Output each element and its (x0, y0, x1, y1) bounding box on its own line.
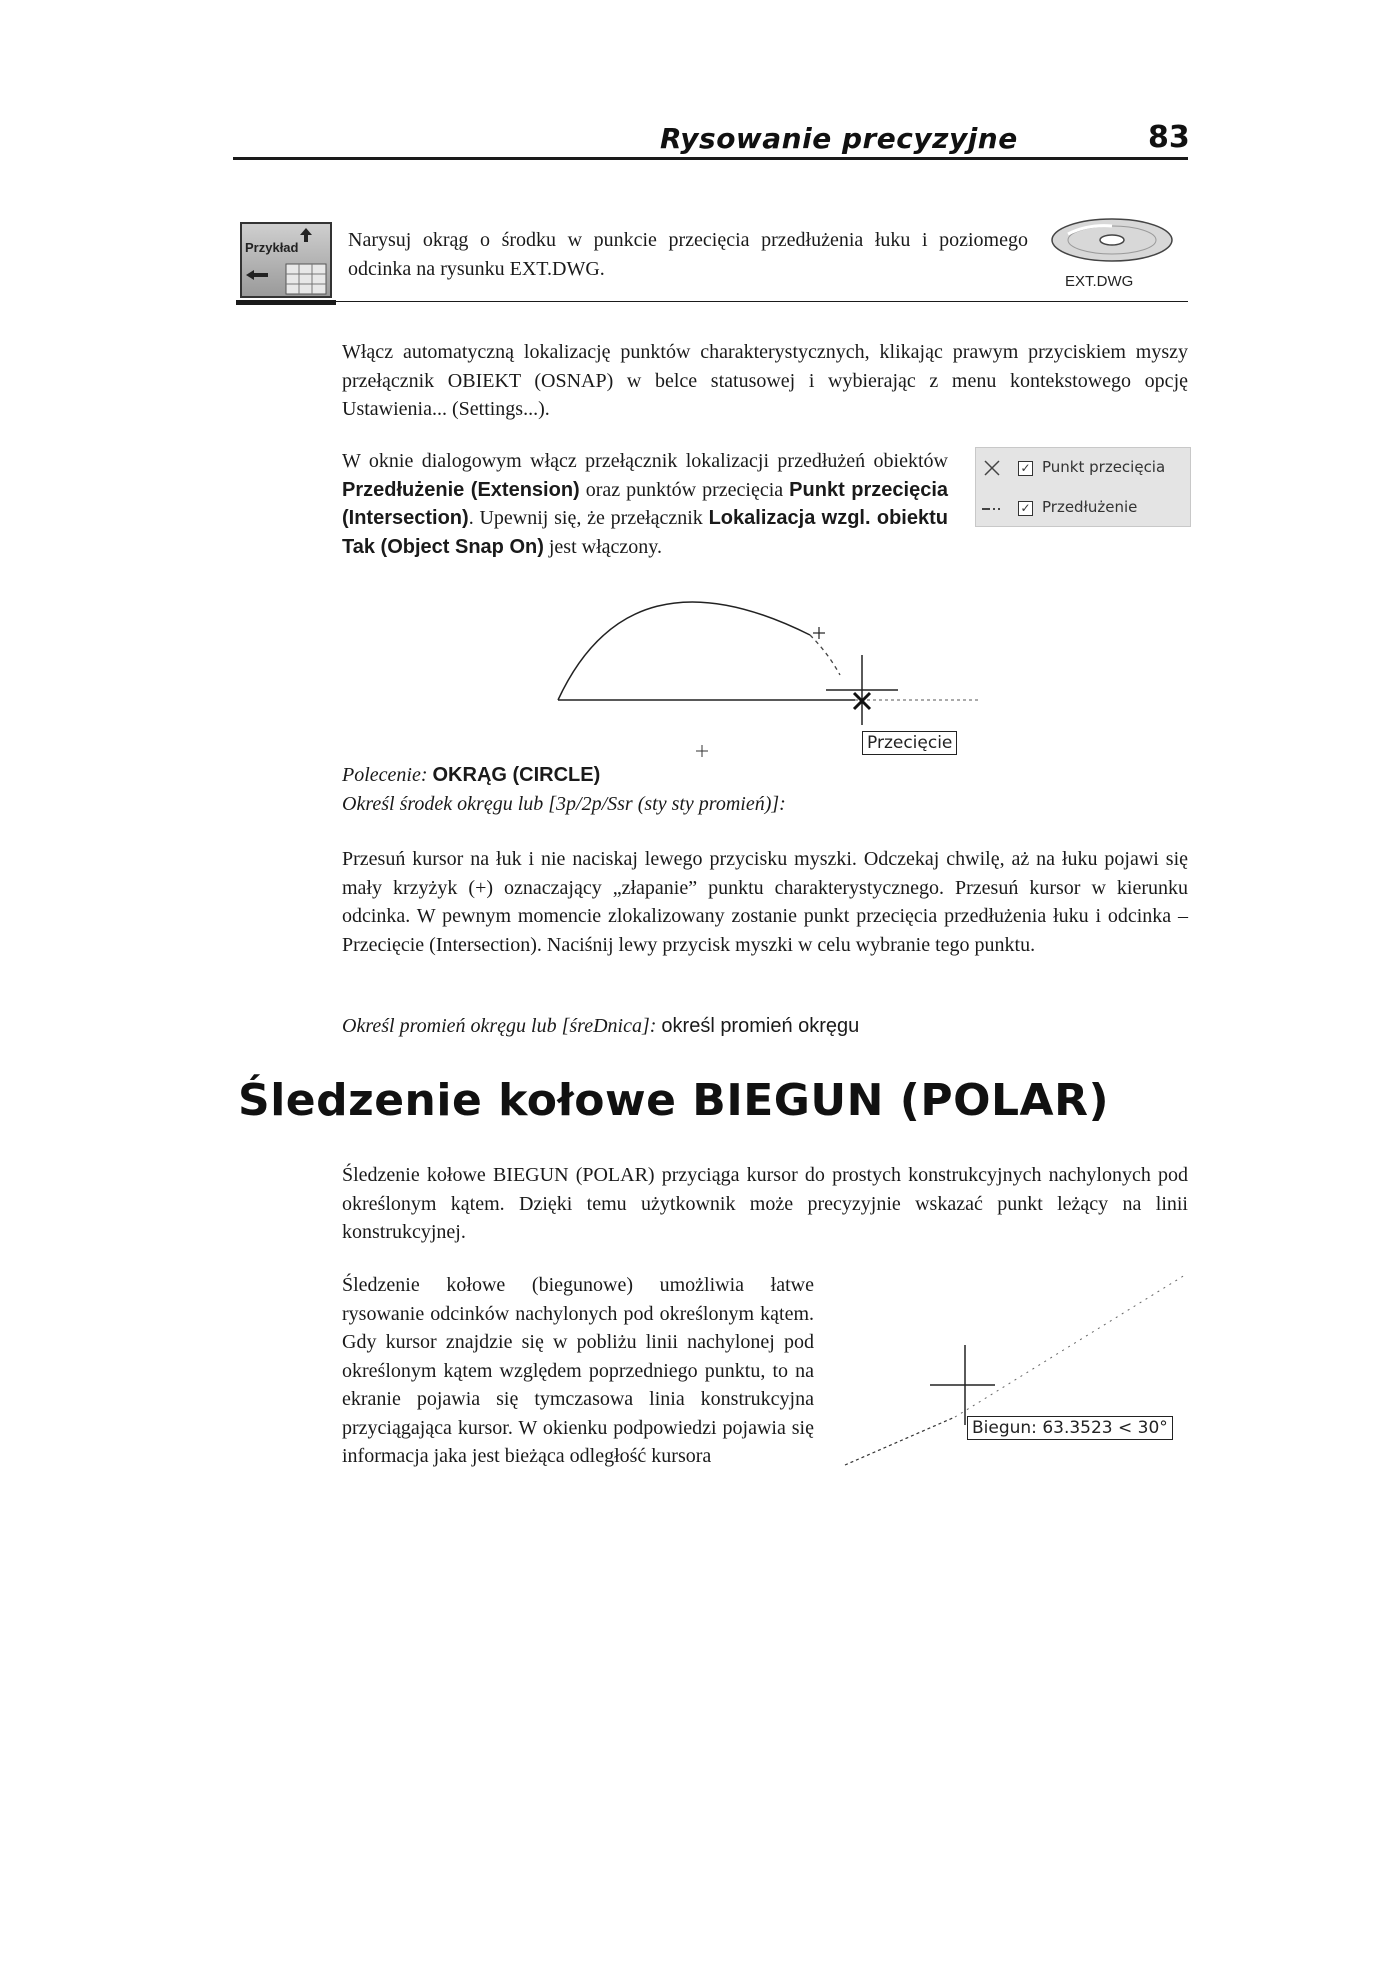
intersection-tooltip: Przecięcie (862, 731, 957, 755)
intersection-checkbox[interactable]: ✓ (1018, 461, 1033, 476)
cd-icon (1048, 216, 1176, 266)
radius-prompt: Określ promień okręgu lub [śreDnica]: (342, 1015, 657, 1037)
para2-intersection: Punkt przecięcia (Intersection) (342, 478, 949, 529)
page-number: 83 (1148, 120, 1190, 155)
polar-tooltip: Biegun: 63.3523 < 30° (967, 1416, 1173, 1440)
para2-text-3: . Upewnij się, że przełącznik (468, 507, 709, 529)
para2-text-1: W oknie dialogowym włącz przełącznik lokalizacji przedłużeń obiektów (342, 450, 948, 472)
running-header-title: Rysowanie precyzyjne (660, 122, 1018, 155)
polar-tracking-figure (835, 1265, 1195, 1485)
para2-text-2: oraz punktów przecięcia (579, 478, 790, 501)
command-label: Polecenie: (342, 764, 428, 786)
paragraph-osnap-settings: Włącz automatyczną lokalizację punktów charakterystycznych, klikając prawym przyciskiem myszy przełącznik OBIEKT (OSNAP) w belce statusowej i wybierając z menu kontekstowego opcję Ustawienia... (Settings...). (342, 341, 1188, 420)
section-title: Śledzenie kołowe BIEGUN (POLAR) (238, 1075, 1110, 1126)
example-icon-label: Przykład (245, 240, 299, 255)
example-text: Narysuj okrąg o środku w punkcie przecięcia przedłużenia łuku i poziomego odcinka na rysunku EXT.DWG. (348, 229, 1028, 280)
paragraph-polar-description: Śledzenie kołowe (biegunowe) umożliwia łatwe rysowanie odcinków nachylonych pod określonym kątem. Gdy kursor znajdzie się w pobliżu linii nachylonej pod określonym kątem względem poprzedniego punktu, to na ekranie pojawia się tymczasowa linia konstrukcyjna przyciągająca kursor. W okienku podpowiedzi pojawia się informacja jaka jest bieżąca odległość kursora (342, 1274, 814, 1467)
para2-object-snap-on: Lokalizacja wzgl. obiektu Tak (Object Snap On) (342, 507, 948, 558)
extension-checkbox[interactable]: ✓ (1018, 501, 1033, 516)
osnap-settings-panel (975, 447, 1191, 527)
header-rule (233, 157, 1188, 160)
paragraph-polar-intro: Śledzenie kołowe BIEGUN (POLAR) przyciąga kursor do prostych konstrukcyjnych nachylonych pod określonym kątem. Dzięki temu użytkownik może precyzyjnie wskazać punkt leżący na linii konstrukcyjnej. (342, 1164, 1188, 1243)
example-icon (240, 222, 332, 298)
intersection-option-label: Punkt przecięcia (1042, 458, 1166, 476)
grid-icon (286, 264, 326, 294)
extension-option-label: Przedłużenie (1042, 498, 1138, 516)
arrow-up-icon (300, 228, 312, 242)
command-prompt: Określ środek okręgu lub [3p/2p/Ssr (sty sty promień)]: (342, 793, 786, 815)
paragraph-cursor-instructions: Przesuń kursor na łuk i nie naciskaj lewego przycisku myszki. Odczekaj chwilę, aż na łuku pojawi się mały krzyżyk (+) oznaczający „złapanie” punktu charakterystycznego. Przesuń kursor w kierunku odcinka. W pewnym momencie zlokalizowany zostanie punkt przecięcia przedłużenia łuku i odcinka – Przecięcie (Intersection). Naciśnij lewy przycisk myszki w celu wybranie tego punktu. (342, 848, 1188, 956)
extension-marker-icon (982, 506, 1002, 512)
para2-extension: Przedłużenie (Extension) (342, 478, 580, 501)
para2-text-4: jest włączony. (543, 535, 662, 558)
example-left-bar (236, 300, 336, 305)
arrow-left-icon (246, 270, 268, 280)
command-line (342, 761, 1188, 790)
radius-answer: określ promień okręgu (661, 1015, 860, 1037)
command-name: OKRĄG (CIRCLE) (432, 764, 601, 786)
intersection-marker-icon (984, 460, 1000, 476)
example-bottom-rule (336, 301, 1188, 302)
cd-label: EXT.DWG (1065, 273, 1134, 290)
radius-prompt-line (342, 1012, 1188, 1041)
